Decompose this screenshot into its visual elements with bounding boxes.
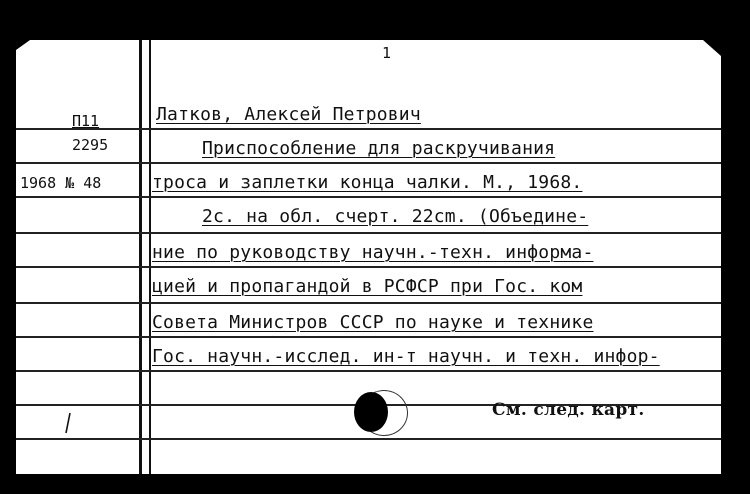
margin-line-right xyxy=(149,40,151,474)
series-line-1: ние по руководству научн.-техн. информа- xyxy=(152,242,594,263)
card-corner-top-right xyxy=(703,40,721,56)
call-number: 2295 xyxy=(72,136,109,154)
title-line: Приспособление для раскручивания xyxy=(202,138,556,159)
card-rule xyxy=(16,196,721,198)
year-issue: 1968 № 48 xyxy=(20,174,102,192)
card-rule xyxy=(16,232,721,234)
card-corner-top-left xyxy=(16,40,30,50)
page-number: 1 xyxy=(382,44,392,62)
card-rule xyxy=(16,438,721,440)
card-rule xyxy=(16,302,721,304)
card-rule xyxy=(16,370,721,372)
author-line: Латков, Алексей Петрович xyxy=(156,104,421,125)
card-rule xyxy=(16,266,721,268)
card-rule xyxy=(16,128,721,130)
collation-line: 2с. на обл. счерт. 22cm. (Объедине- xyxy=(202,206,589,227)
title-continued-line: троса и заплетки конца чалки. М., 1968. xyxy=(152,172,583,193)
punch-hole xyxy=(354,392,388,432)
shelf-code: П11 xyxy=(72,112,100,130)
series-line-3: Совета Министров СССР по науке и технике xyxy=(152,312,594,333)
series-line-2: цией и пропагандой в РСФСР при Гос. ком xyxy=(152,276,583,297)
series-line-4: Гос. научн.-исслед. ин-т научн. и техн. инфор- xyxy=(152,346,660,367)
card-rule xyxy=(16,162,721,164)
catalog-card xyxy=(16,40,721,474)
margin-line-left xyxy=(139,40,142,474)
card-rule xyxy=(16,336,721,338)
handwritten-slash-mark xyxy=(64,412,72,434)
continuation-note: См. след. карт. xyxy=(492,400,645,420)
